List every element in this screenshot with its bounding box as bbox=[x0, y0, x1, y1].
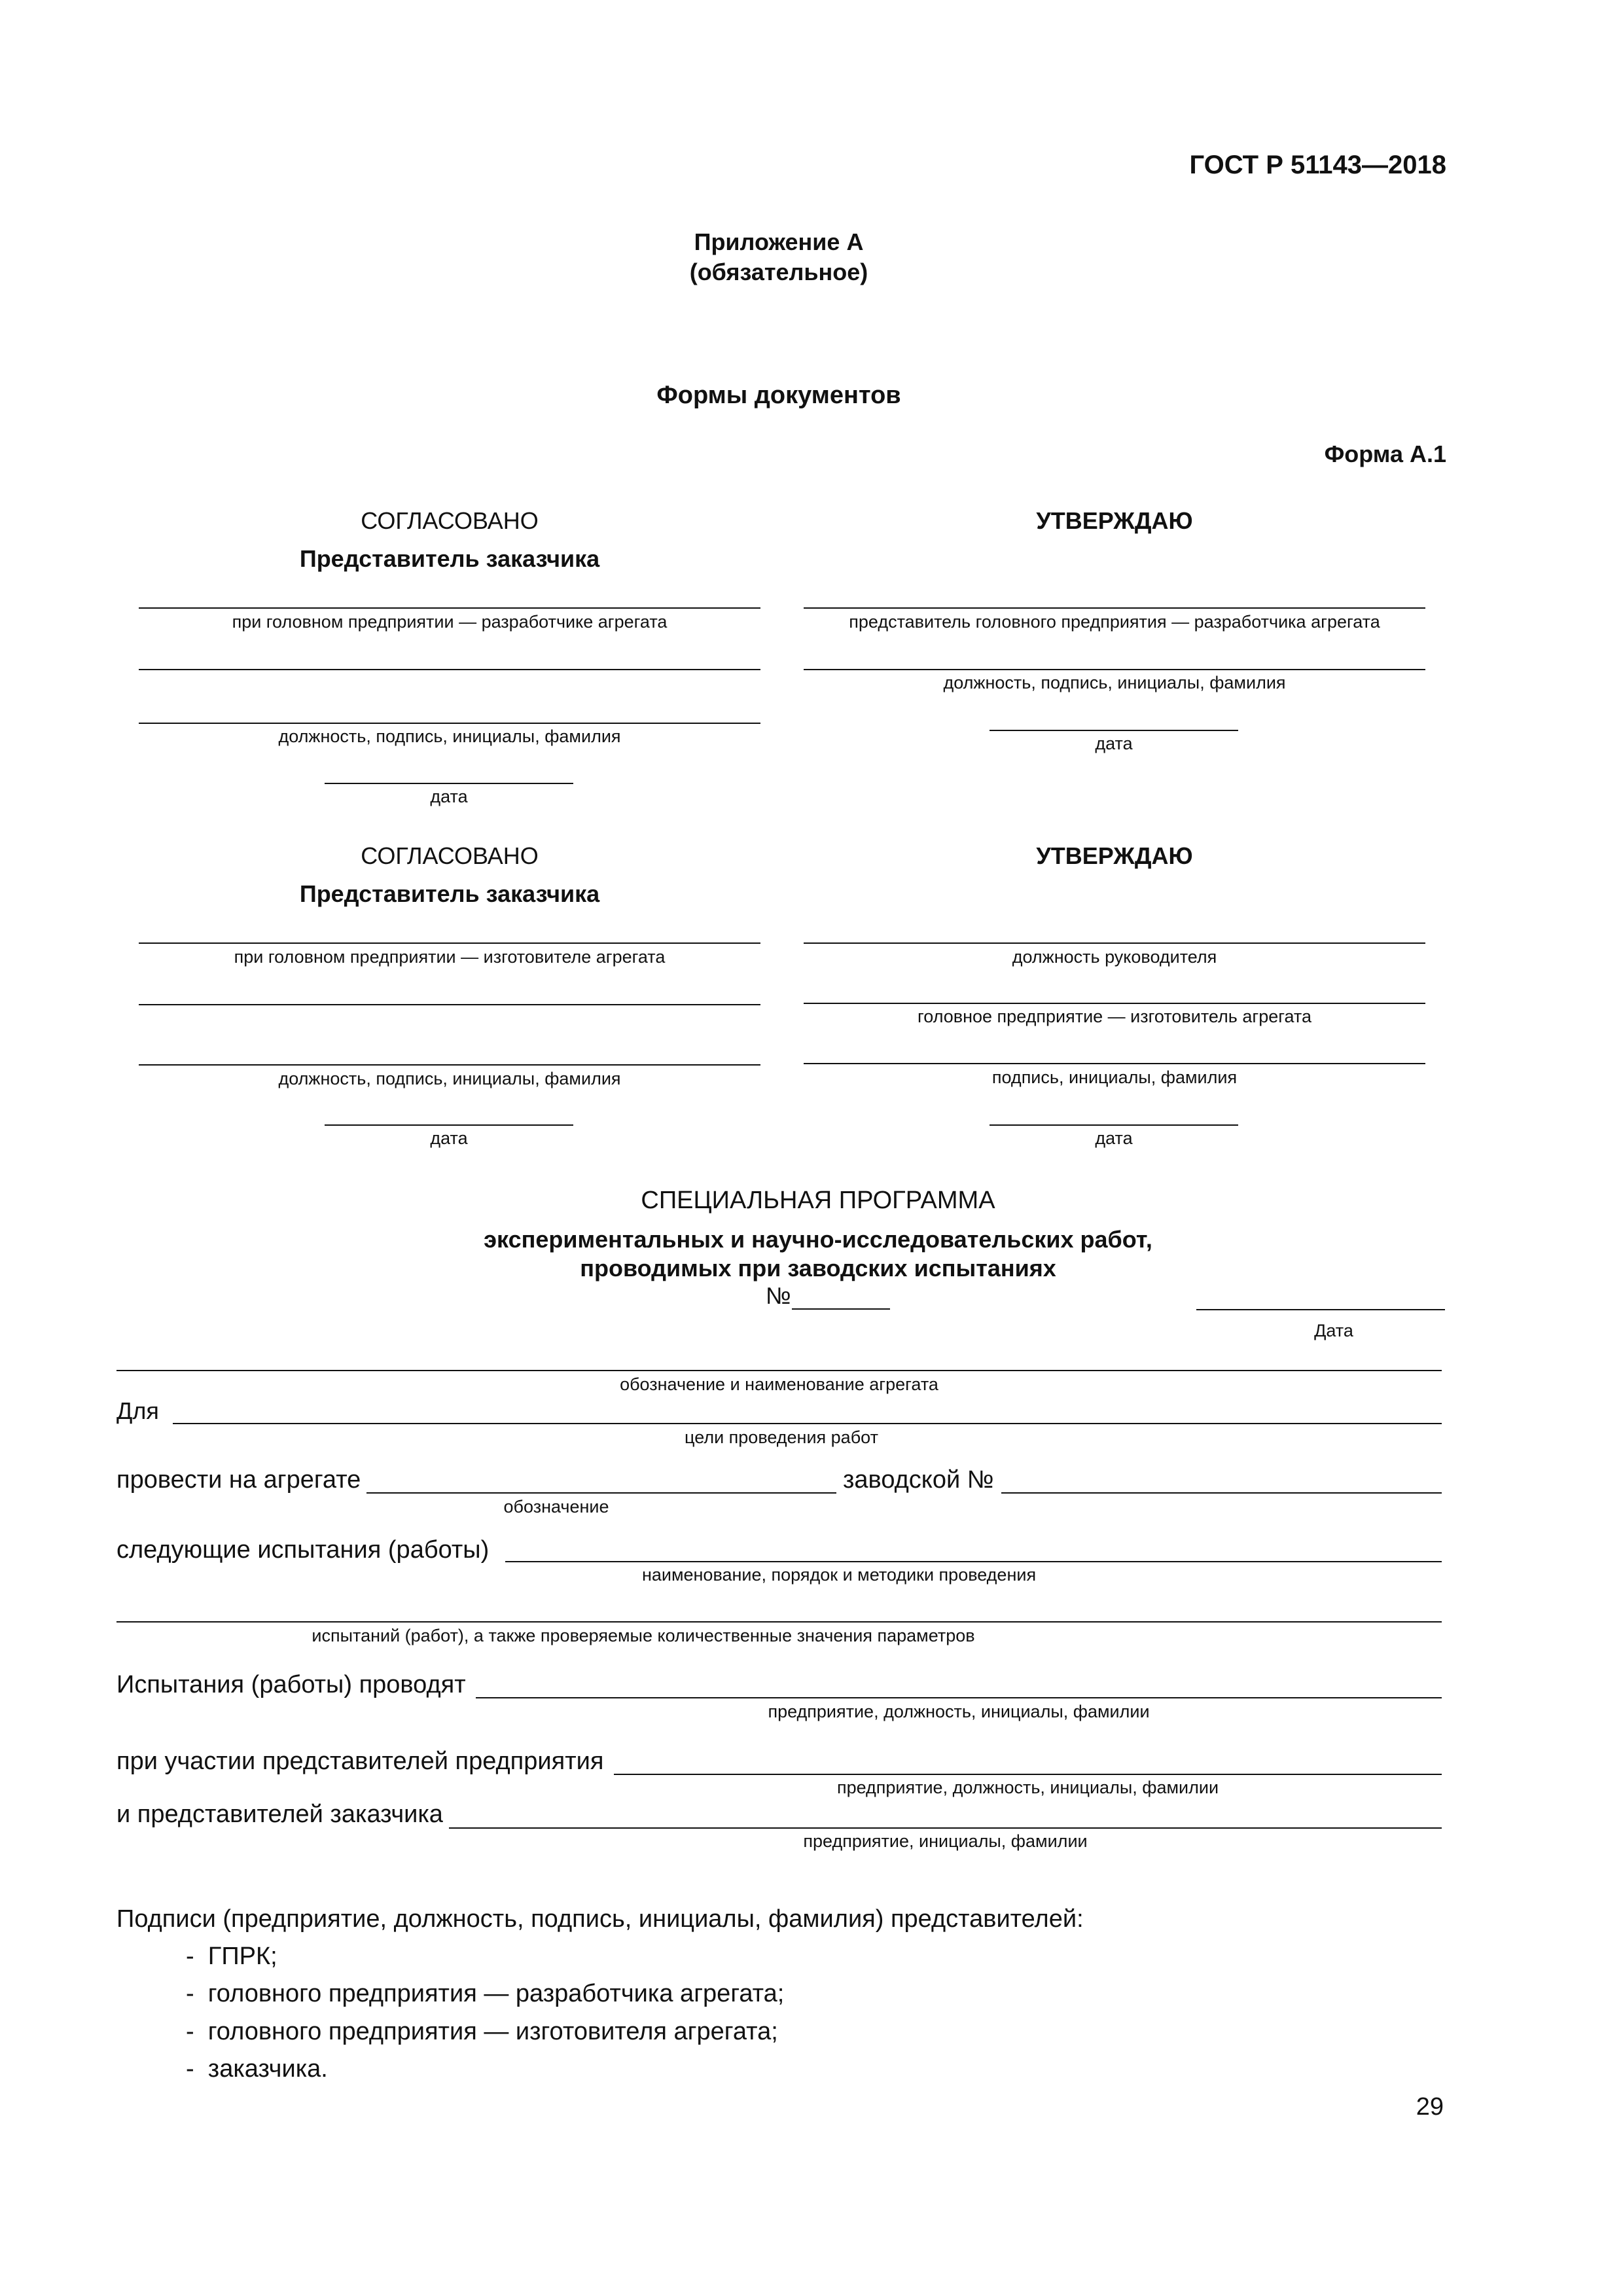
line-caption: подпись, инициалы, фамилия bbox=[991, 1067, 1238, 1087]
for-label: Для bbox=[116, 1397, 159, 1424]
page-number: 29 bbox=[1416, 2093, 1444, 2121]
signature-list-item: - головного предприятия — разработчика агрегата; bbox=[186, 1980, 785, 2007]
program-number-field[interactable] bbox=[792, 1308, 890, 1310]
signature-line[interactable] bbox=[139, 607, 760, 609]
date-caption: дата bbox=[1095, 734, 1133, 753]
participation-caption: предприятие, должность, инициалы, фамилии bbox=[836, 1778, 1219, 1797]
conduct-label: провести на агрегате bbox=[116, 1466, 361, 1494]
factory-number-label: заводской № bbox=[843, 1466, 994, 1494]
line-caption: должность, подпись, инициалы, фамилия bbox=[278, 1069, 621, 1088]
standard-number: ГОСТ Р 51143—2018 bbox=[1189, 151, 1446, 179]
signature-list-item: - заказчика. bbox=[186, 2055, 328, 2083]
customer-rep-subheading: Представитель заказчика bbox=[299, 545, 600, 572]
program-date-caption: Дата bbox=[1314, 1321, 1353, 1340]
approve-heading: УТВЕРЖДАЮ bbox=[1036, 842, 1193, 869]
signature-line[interactable] bbox=[804, 669, 1425, 670]
date-line[interactable] bbox=[990, 730, 1238, 731]
program-subtitle-line2: проводимых при заводских испытаниях bbox=[580, 1255, 1056, 1282]
appendix-title: Приложение А bbox=[694, 228, 864, 255]
line-caption: при головном предприятии — изготовителе агрегата bbox=[234, 947, 666, 967]
date-caption: дата bbox=[430, 787, 468, 806]
section-title: Формы документов bbox=[656, 382, 901, 409]
participation-label: при участии представителей предприятия bbox=[116, 1748, 604, 1775]
program-title: СПЕЦИАЛЬНАЯ ПРОГРАММА bbox=[641, 1187, 995, 1214]
signature-list-item-text: головного предприятия — разработчика агрегата; bbox=[207, 1980, 785, 2007]
designation-field[interactable] bbox=[366, 1492, 836, 1494]
conducted-by-field[interactable] bbox=[476, 1697, 1442, 1698]
line-caption: должность, подпись, инициалы, фамилия bbox=[943, 673, 1286, 692]
signature-line[interactable] bbox=[139, 669, 760, 670]
agreed-heading: СОГЛАСОВАНО bbox=[361, 842, 539, 869]
date-line[interactable] bbox=[325, 783, 573, 784]
tests-caption: наименование, порядок и методики проведения bbox=[641, 1565, 1037, 1585]
signature-line[interactable] bbox=[139, 942, 760, 944]
line-caption: при головном предприятии — разработчике агрегата bbox=[232, 612, 668, 632]
signature-line[interactable] bbox=[139, 723, 760, 724]
tests-caption-continued: испытаний (работ), а также проверяемые количественные значения параметров bbox=[312, 1626, 975, 1645]
customer-reps-field[interactable] bbox=[449, 1827, 1442, 1829]
tests-field-continued[interactable] bbox=[116, 1621, 1442, 1623]
signature-line[interactable] bbox=[804, 1003, 1425, 1004]
program-subtitle-line1: экспериментальных и научно-исследовательских работ, bbox=[484, 1226, 1152, 1253]
line-caption: головное предприятие — изготовитель агрегата bbox=[918, 1007, 1311, 1026]
appendix-subtitle: (обязательное) bbox=[689, 259, 868, 285]
designation-caption: обозначение bbox=[503, 1497, 609, 1516]
tests-label: следующие испытания (работы) bbox=[116, 1536, 490, 1564]
agreed-heading: СОГЛАСОВАНО bbox=[361, 507, 539, 534]
approve-heading: УТВЕРЖДАЮ bbox=[1036, 507, 1193, 534]
date-line[interactable] bbox=[990, 1124, 1238, 1126]
signature-list-item-text: головного предприятия — изготовителя агрегата; bbox=[207, 2018, 778, 2045]
customer-reps-caption: предприятие, инициалы, фамилии bbox=[803, 1831, 1088, 1851]
date-line[interactable] bbox=[325, 1124, 573, 1126]
line-caption: представитель головного предприятия — разработчика агрегата bbox=[849, 612, 1380, 632]
program-number-label: № bbox=[766, 1282, 791, 1309]
form-label: Форма А.1 bbox=[1324, 440, 1446, 467]
purpose-field[interactable] bbox=[173, 1423, 1442, 1424]
program-date-field[interactable] bbox=[1196, 1309, 1445, 1310]
signatures-intro: Подписи (предприятие, должность, подпись, инициалы, фамилия) представителей: bbox=[116, 1905, 1084, 1933]
conducted-by-caption: предприятие, должность, инициалы, фамилии bbox=[768, 1702, 1150, 1721]
customer-rep-subheading: Представитель заказчика bbox=[299, 880, 600, 907]
signature-line[interactable] bbox=[139, 1064, 760, 1066]
date-caption: дата bbox=[1095, 1128, 1133, 1148]
signature-list-item-text: ГПРК; bbox=[207, 1943, 277, 1970]
signature-line[interactable] bbox=[804, 1063, 1425, 1064]
tests-field[interactable] bbox=[505, 1561, 1442, 1562]
line-caption: должность, подпись, инициалы, фамилия bbox=[278, 726, 621, 746]
signature-line[interactable] bbox=[804, 942, 1425, 944]
participation-field[interactable] bbox=[614, 1774, 1442, 1775]
customer-reps-label: и представителей заказчика bbox=[116, 1801, 443, 1828]
signature-list-item-text: заказчика. bbox=[207, 2055, 328, 2083]
factory-number-field[interactable] bbox=[1001, 1492, 1442, 1494]
signature-line[interactable] bbox=[139, 1004, 760, 1005]
aggregate-field[interactable] bbox=[116, 1370, 1442, 1371]
conducted-by-label: Испытания (работы) проводят bbox=[116, 1671, 466, 1698]
signature-list-item: - ГПРК; bbox=[186, 1943, 277, 1970]
date-caption: дата bbox=[430, 1128, 468, 1148]
signature-line[interactable] bbox=[804, 607, 1425, 609]
purpose-caption: цели проведения работ bbox=[685, 1427, 878, 1447]
line-caption: должность руководителя bbox=[1012, 947, 1217, 967]
signature-list-item: - головного предприятия — изготовителя агрегата; bbox=[186, 2018, 778, 2045]
aggregate-caption: обозначение и наименование агрегата bbox=[620, 1374, 938, 1394]
